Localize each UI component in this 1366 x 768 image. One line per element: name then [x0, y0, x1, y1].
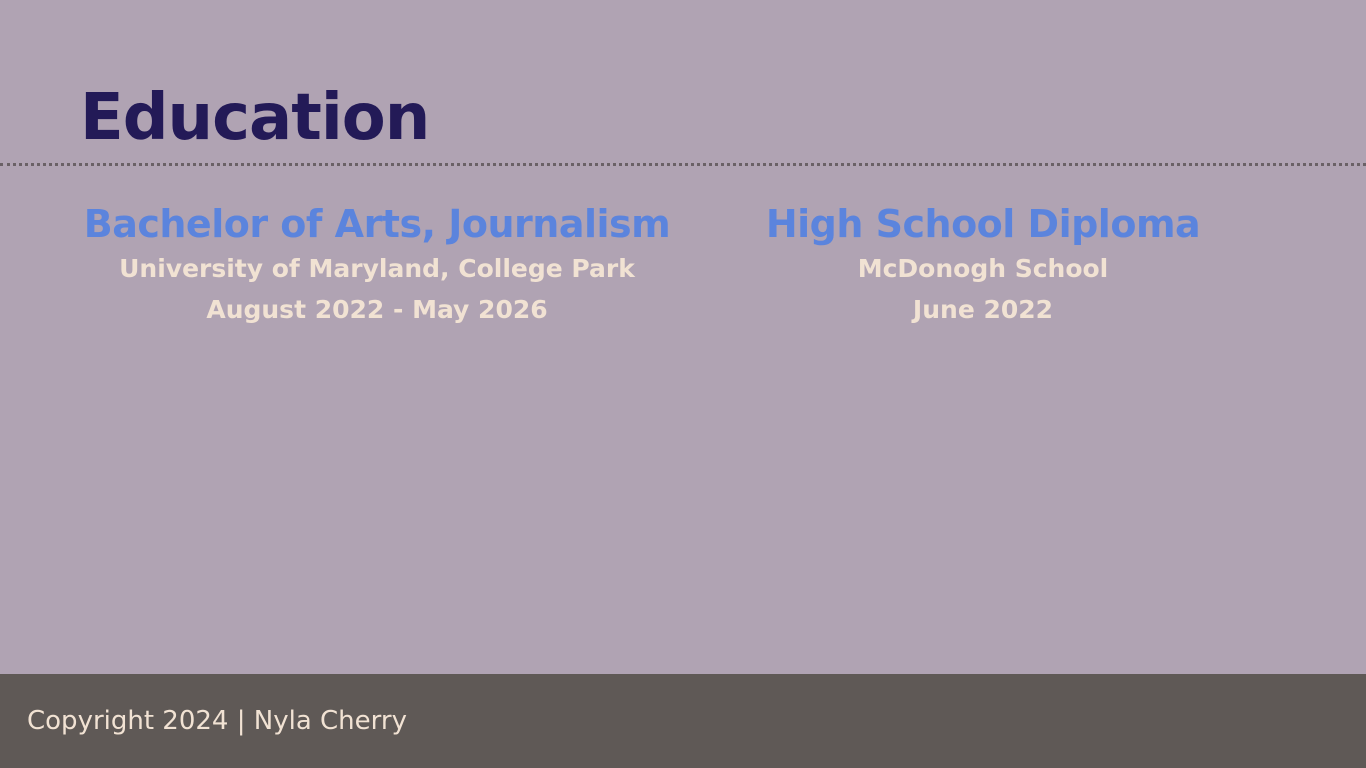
footer: [0, 674, 1366, 768]
education-entry-high-school: [700, 200, 1266, 330]
attendance-dates: August 2022 - May 2026: [206, 295, 548, 324]
dotted-divider: [0, 163, 1366, 166]
degree-title: High School Diploma: [765, 202, 1201, 246]
copyright-text: Copyright 2024 | Nyla Cherry: [27, 706, 407, 736]
education-entry-bachelor: [79, 200, 675, 330]
page-title: Education: [80, 81, 430, 155]
institution-name: McDonogh School: [857, 254, 1109, 283]
institution-name: University of Maryland, College Park: [119, 254, 635, 283]
degree-title: Bachelor of Arts, Journalism: [83, 202, 671, 246]
attendance-dates: June 2022: [912, 295, 1054, 324]
